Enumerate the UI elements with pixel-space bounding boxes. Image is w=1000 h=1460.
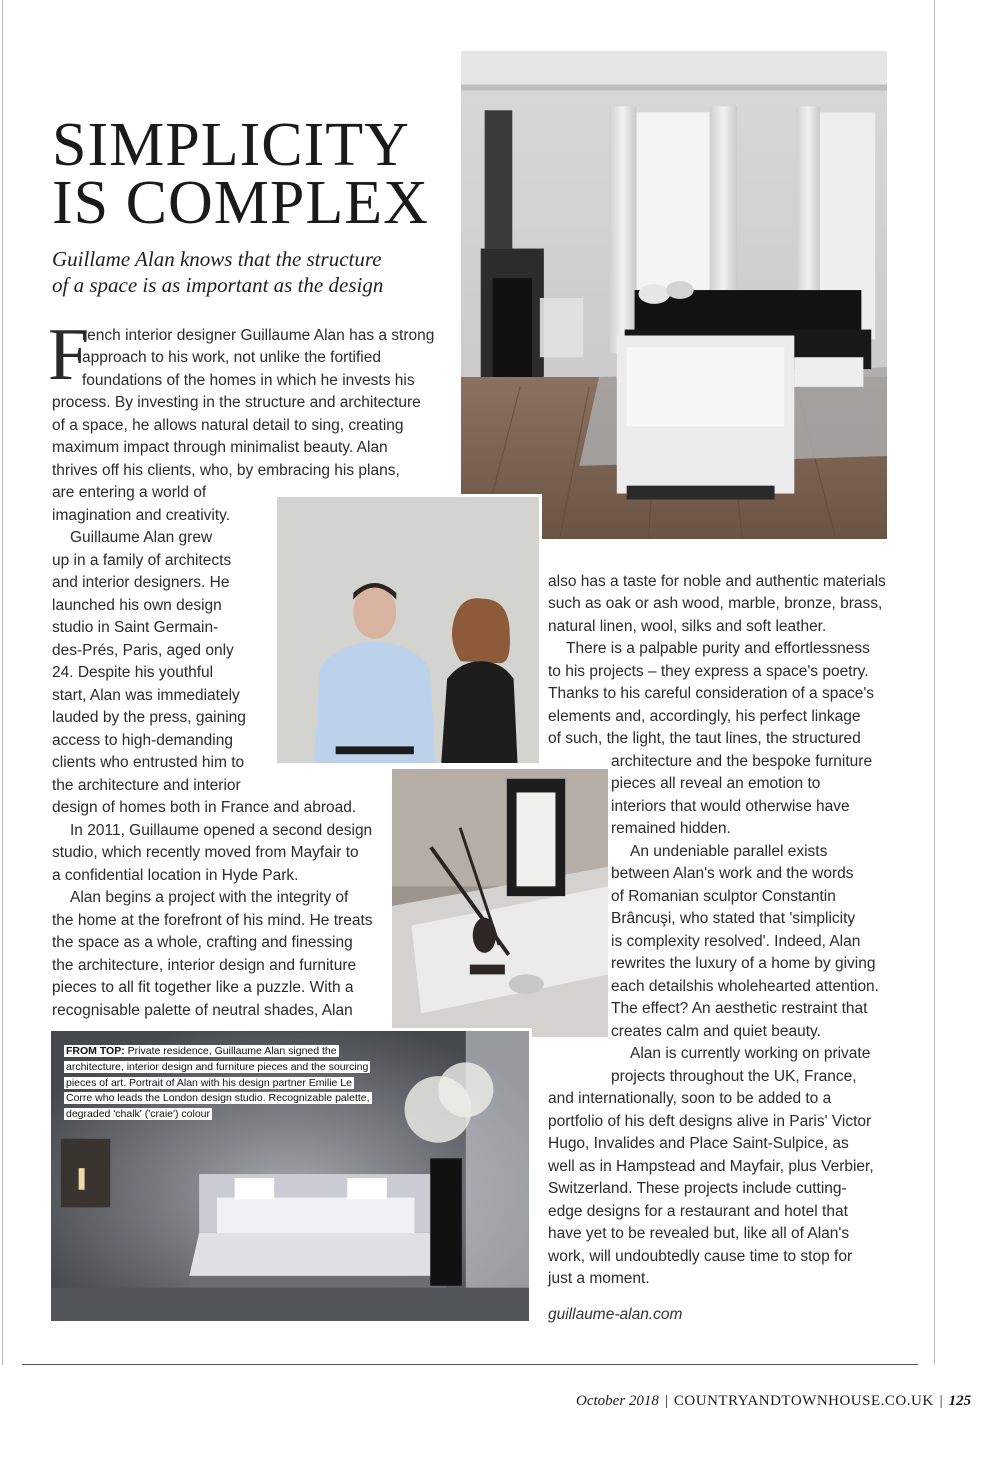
column1-line: rench interior designer Guillaume Alan has a strong <box>82 327 435 344</box>
column2-line: such as oak or ash wood, marble, bronze, brass, <box>548 595 883 612</box>
column1-line: of a space, he allows natural detail to sing, creating <box>52 417 404 434</box>
column1-line: the space as a whole, crafting and finessing <box>52 934 353 951</box>
column2-line: Switzerland. These projects include cutting- <box>548 1180 847 1197</box>
column2-line: elements and, accordingly, his perfect linkage <box>548 708 861 725</box>
column2-line: each detailshis wholehearted attention. <box>611 978 879 995</box>
column1-line: start, Alan was immediately <box>52 687 240 704</box>
headline-line-2: IS COMPLEX <box>52 169 429 237</box>
column1-line: design of homes both in France and abroad. <box>52 799 357 816</box>
column2-line: pieces all reveal an emotion to <box>611 775 821 792</box>
sculpture-photo <box>389 766 611 1040</box>
standfirst-line-2: of a space is as important as the design <box>52 273 384 297</box>
column1-line: a confidential location in Hyde Park. <box>52 867 299 884</box>
headline <box>52 111 452 237</box>
column1-line: the architecture, interior design and furniture <box>52 957 357 974</box>
issue-date: October 2018 <box>576 1393 659 1409</box>
portrait-photo <box>274 494 542 766</box>
column2-line: well as in Hampstead and Mayfair, plus Verbier, <box>548 1158 874 1175</box>
column1-line: are entering a world of <box>52 484 207 501</box>
left-margin-rule <box>2 0 3 1365</box>
column2-line: between Alan's work and the words <box>611 865 854 882</box>
column1-line: launched his own design <box>52 597 222 614</box>
column2-line: have yet to be revealed but, like all of Alan's <box>548 1225 850 1242</box>
column2-line: creates calm and quiet beauty. <box>611 1023 821 1040</box>
column1-line: thrives off his clients, who, by embracing his plans, <box>52 462 400 479</box>
column2-line: Hugo, Invalides and Place Saint-Sulpice, as <box>548 1135 849 1152</box>
column2-line: of such, the light, the taut lines, the structured <box>548 730 861 747</box>
headline-line-1: SIMPLICITY <box>52 111 410 179</box>
column1-line: and interior designers. He <box>52 574 230 591</box>
caption-line-2: architecture, interior design and furniture pieces and the sourcing <box>66 1060 369 1073</box>
column1-line: clients who entrusted him to <box>52 754 245 771</box>
column2-line: The effect? An aesthetic restraint that <box>611 1000 868 1017</box>
column2-line: work, will undoubtedly cause time to stop for <box>548 1248 853 1265</box>
column2-line: architecture and the bespoke furniture <box>611 753 873 770</box>
column2-line: remained hidden. <box>611 820 731 837</box>
footer-separator: | <box>664 1393 668 1409</box>
column1-line: the architecture and interior <box>52 777 241 794</box>
column1-line: up in a family of architects <box>52 552 232 569</box>
standfirst <box>52 246 412 298</box>
photo-caption <box>64 1044 394 1123</box>
caption-lead: FROM TOP: <box>66 1045 125 1057</box>
column2-line: portfolio of his deft designs alive in Paris' Victor <box>548 1113 872 1130</box>
column1-line: studio, which recently moved from Mayfair to <box>52 844 359 861</box>
footer-separator: | <box>939 1393 943 1409</box>
column2-line: Alan is currently working on private <box>630 1045 871 1062</box>
column1-line: studio in Saint Germain- <box>52 619 219 636</box>
column1-line: lauded by the press, gaining <box>52 709 246 726</box>
column2-line: of Romanian sculptor Constantin <box>611 888 836 905</box>
drop-cap: F <box>48 314 90 396</box>
column2-line: to his projects – they express a space's poetry. <box>548 663 869 680</box>
column1-line: recognisable palette of neutral shades, Alan <box>52 1002 353 1019</box>
column2-line: just a moment. <box>548 1270 650 1287</box>
column2-line: Brâncuşi, who stated that 'simplicity <box>611 910 856 927</box>
column2-line: An undeniable parallel exists <box>630 843 828 860</box>
website-link[interactable]: guillaume-alan.com <box>548 1306 683 1323</box>
caption-line-4: Corre who leads the London design studio. Recognizable palette, <box>66 1092 370 1105</box>
column2-line: projects throughout the UK, France, <box>611 1068 857 1085</box>
column2-line: There is a palpable purity and effortlessness <box>566 640 870 657</box>
page-number: 125 <box>948 1393 972 1409</box>
column1-line: the home at the forefront of his mind. He treats <box>52 912 373 929</box>
column1-line: process. By investing in the structure and architecture <box>52 394 421 411</box>
column2-line: also has a taste for noble and authentic materials <box>548 573 886 590</box>
standfirst-line-1: Guillame Alan knows that the structure <box>52 247 382 271</box>
column2-line: is complexity resolved'. Indeed, Alan <box>611 933 861 950</box>
column2-line: Thanks to his careful consideration of a space's <box>548 685 875 702</box>
column2-line: and internationally, soon to be added to a <box>548 1090 832 1107</box>
footer-rule <box>22 1364 918 1365</box>
column1-line: In 2011, Guillaume opened a second design <box>70 822 373 839</box>
column1-line: access to high-demanding <box>52 732 233 749</box>
caption-line-3: pieces of art. Portrait of Alan with his design partner Emilie Le <box>66 1076 352 1089</box>
caption-line-5: degraded 'chalk' ('craie') colour <box>66 1108 211 1121</box>
column1-line: Alan begins a project with the integrity of <box>70 889 349 906</box>
column2-line: natural linen, wool, silks and soft leather. <box>548 618 827 635</box>
column1-line: pieces to all fit together like a puzzle. With a <box>52 979 354 996</box>
caption-text-1: Private residence, Guillaume Alan signed the <box>124 1045 337 1057</box>
column1-line: maximum impact through minimalist beauty. Alan <box>52 439 388 456</box>
column1-line: imagination and creativity. <box>52 507 231 524</box>
caption-line-1 <box>64 1045 339 1057</box>
column1-line: foundations of the homes in which he invests his <box>82 372 415 389</box>
column1-line: 24. Despite his youthful <box>52 664 214 681</box>
column1-line: approach to his work, not unlike the fortified <box>82 349 381 366</box>
column2-line: rewrites the luxury of a home by giving <box>611 955 876 972</box>
column1-line: des-Prés, Paris, aged only <box>52 642 234 659</box>
page-footer <box>576 1393 971 1410</box>
column1-line: Guillaume Alan grew <box>70 529 213 546</box>
column2-line: edge designs for a restaurant and hotel that <box>548 1203 848 1220</box>
publication-site: COUNTRYANDTOWNHOUSE.CO.UK <box>673 1393 934 1409</box>
right-margin-rule <box>934 0 935 1365</box>
column2-line: interiors that would otherwise have <box>611 798 850 815</box>
living-room-photo <box>458 48 890 542</box>
